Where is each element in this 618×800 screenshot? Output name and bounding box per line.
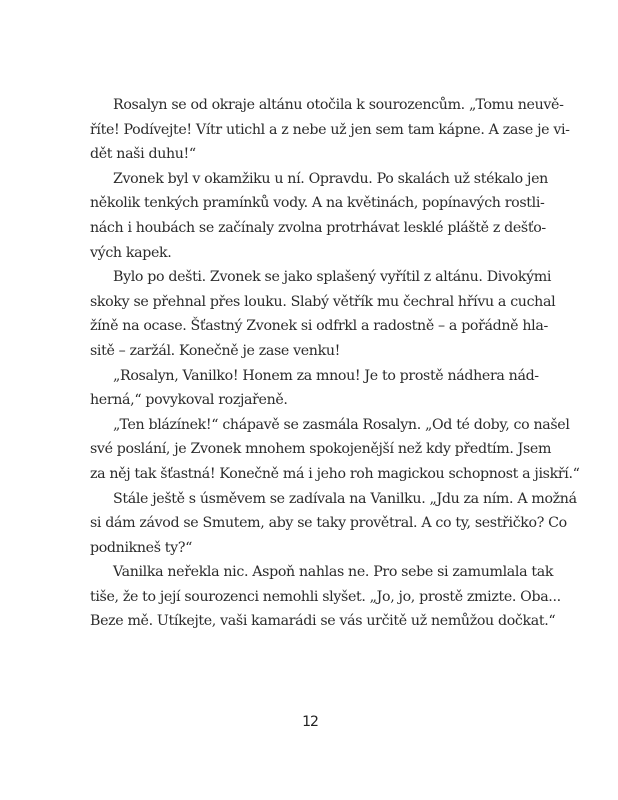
text-line: sitě – zaržál. Konečně je zase venku! <box>90 342 340 359</box>
text-line: tiše, že to její sourozenci nemohli slyšet. „Jo, jo, prostě zmizte. Oba... <box>90 588 561 605</box>
text-line: Zvonek byl v okamžiku u ní. Opravdu. Po skalách už stékalo jen <box>113 170 548 187</box>
text-line: říte! Podívejte! Vítr utichl a z nebe už jen sem tam kápne. A zase je vi- <box>90 121 570 138</box>
text-line: nách i houbách se začínaly zvolna protrhávat lesklé pláště z dešťo- <box>90 219 546 236</box>
paragraph <box>90 487 577 561</box>
text-line: žíně na ocase. Šťastný Zvonek si odfrkl a radostně – a pořádně hla- <box>90 318 548 335</box>
text-line: vých kapek. <box>90 244 172 261</box>
paragraph <box>90 413 580 487</box>
text-line: své poslání, je Zvonek mnohem spokojenější než kdy předtím. Jsem <box>90 441 552 458</box>
paragraph <box>90 560 561 634</box>
paragraph <box>90 167 548 265</box>
paragraph <box>90 364 539 413</box>
text-line: Beze mě. Utíkejte, vaši kamarádi se vás určitě už nemůžou dočkat.“ <box>90 613 556 630</box>
text-line: za něj tak šťastná! Konečně má i jeho roh magickou schopnost a jiskří.“ <box>90 465 580 482</box>
text-line: „Rosalyn, Vanilko! Honem za mnou! Je to prostě nádhera nád- <box>113 367 539 384</box>
text-line: podnikneš ty?“ <box>90 539 192 556</box>
paragraph <box>90 265 556 363</box>
text-line: Stále ještě s úsměvem se zadívala na Vanilku. „Jdu za ním. A možná <box>113 490 577 507</box>
text-line: „Ten blázínek!“ chápavě se zasmála Rosalyn. „Od té doby, co našel <box>113 416 570 433</box>
text-line: Bylo po dešti. Zvonek se jako splašený vyřítil z altánu. Divokými <box>113 269 552 286</box>
text-line: skoky se přehnal přes louku. Slabý větřík mu čechral hřívu a cuchal <box>90 293 556 310</box>
text-line: si dám závod se Smutem, aby se taky provětral. A co ty, sestřičko? Co <box>90 515 567 532</box>
text-line: několik tenkých pramínků vody. A na květinách, popínavých rostli- <box>90 195 545 212</box>
paragraph <box>90 93 570 167</box>
body-text <box>90 93 580 634</box>
text-line: Rosalyn se od okraje altánu otočila k sourozencům. „Tomu neuvě- <box>113 97 564 113</box>
page-number: 12 <box>302 714 318 730</box>
text-line: Vanilka neřekla nic. Aspoň nahlas ne. Pro sebe si zamumlala tak <box>113 564 554 581</box>
text-line: dět naši duhu!“ <box>90 146 196 163</box>
text-line: herná,“ povykoval rozjařeně. <box>90 392 288 409</box>
